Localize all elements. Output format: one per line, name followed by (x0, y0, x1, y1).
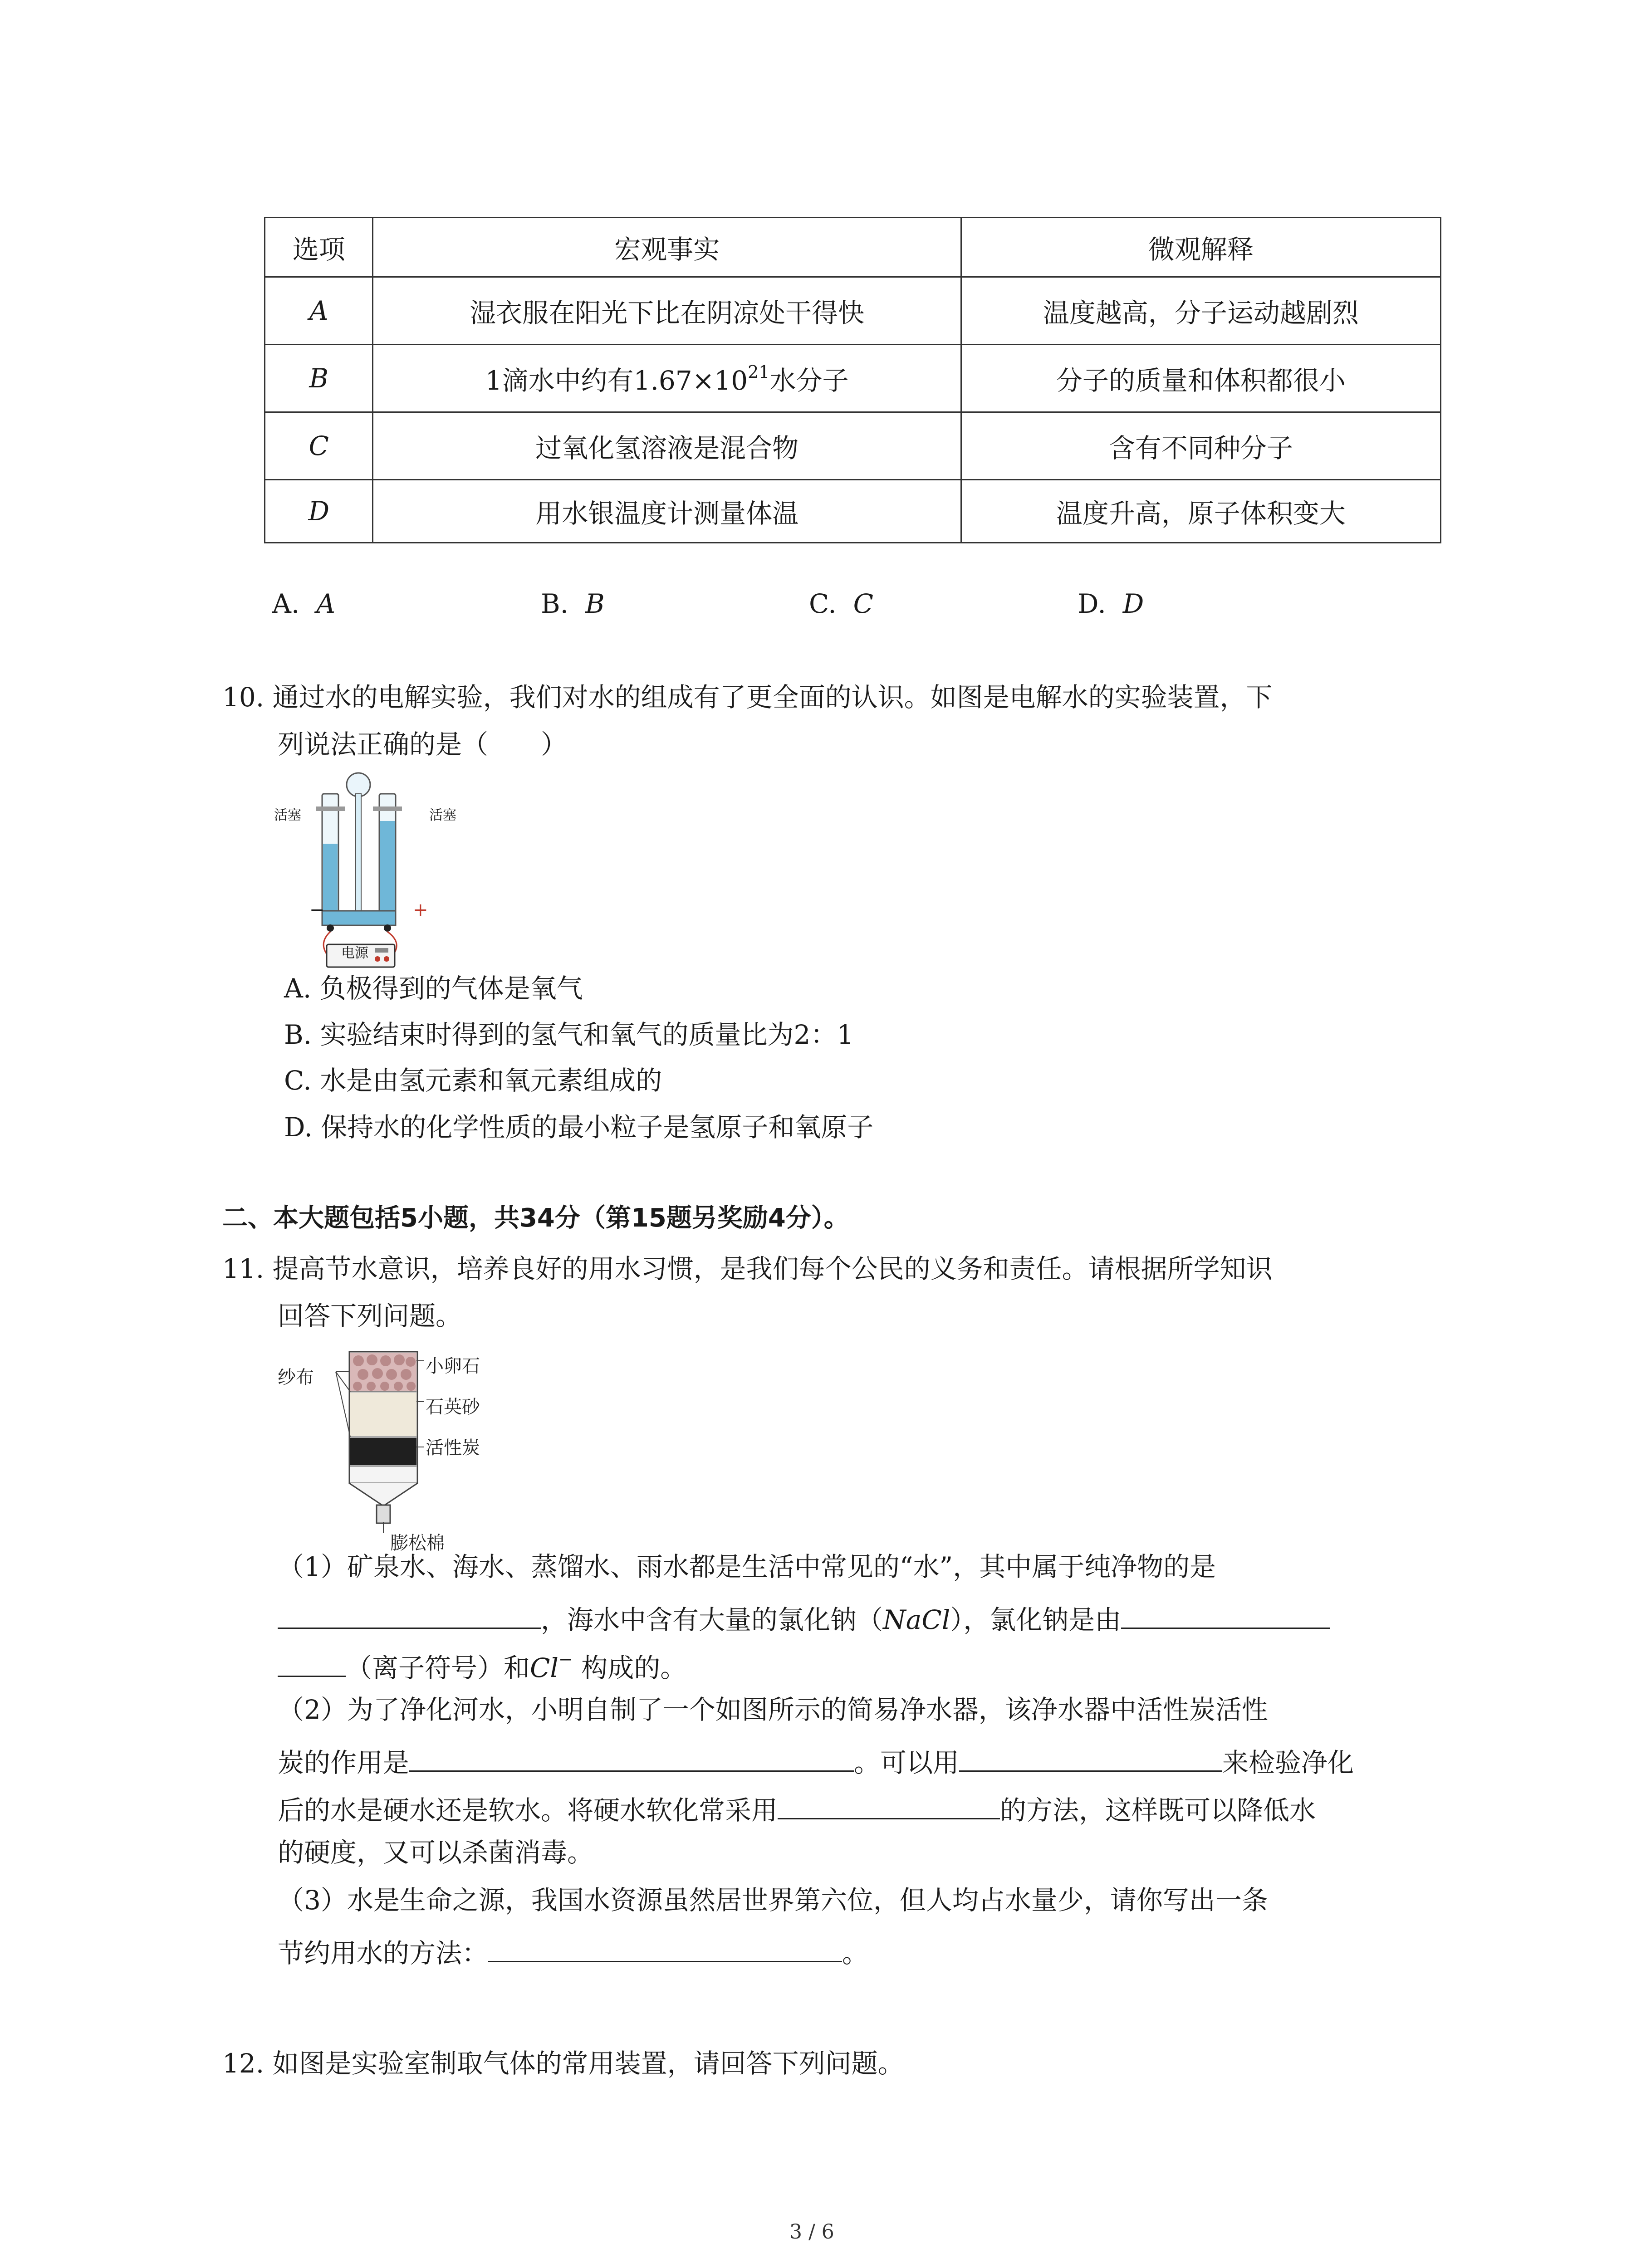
cotton-label: 膨松棉 (390, 1533, 445, 1554)
q10-option-d[interactable]: D. 保持水的化学性质的最小粒子是氢原子和氧原子 (284, 1112, 874, 1143)
answer-blank-pure-substance[interactable] (278, 1601, 541, 1629)
q9-option-a[interactable]: A. A (272, 588, 336, 619)
table-header-fact: 宏观事实 (373, 218, 961, 277)
q9-option-b[interactable]: B. B (541, 588, 605, 619)
q11-stem-line1: 11. 提高节水意识，培养良好的用水习惯，是我们每个公民的义务和责任。请根据所学知识 (222, 1253, 1273, 1284)
plus-sign: + (413, 899, 428, 920)
stopcock-left-label: 活塞 (274, 807, 301, 823)
pebble-label: 小卵石 (426, 1356, 480, 1377)
q12-stem: 12. 如图是实验室制取气体的常用装置，请回答下列问题。 (222, 2048, 904, 2079)
section-2-heading: 二、本大题包括5小题，共34分（第15题另奖励4分）。 (222, 1203, 849, 1233)
answer-blank-hardness-test[interactable] (959, 1744, 1222, 1772)
electrolysis-apparatus-figure (272, 767, 445, 968)
answer-blank-ion-continued[interactable] (278, 1649, 346, 1677)
answer-blank-ion-symbol[interactable] (1121, 1601, 1330, 1629)
q11-part1-line3: （离子符号）和Cl− 构成的。 (278, 1649, 686, 1681)
q11-part1-line1: （1）矿泉水、海水、蒸馏水、雨水都是生活中常见的“水”，其中属于纯净物的是 (278, 1551, 1216, 1582)
water-filter-figure (318, 1343, 436, 1538)
table-row: D 用水银温度计测量体温 温度升高，原子体积变大 (265, 480, 1441, 543)
answer-blank-softening-method[interactable] (778, 1792, 1000, 1819)
q11-part2-line3: 后的水是硬水还是软水。将硬水软化常采用 的方法，这样既可以降低水 (278, 1792, 1316, 1823)
q9-option-c[interactable]: C. C (809, 588, 874, 619)
minus-sign: − (309, 899, 325, 920)
q10-stem-line2: 列说法正确的是（ ） (278, 729, 568, 760)
q11-part2-line4: 的硬度，又可以杀菌消毒。 (278, 1837, 594, 1868)
table-header-explain: 微观解释 (961, 218, 1440, 277)
q11-part2-line2: 炭的作用是 。可以用 来检验净化 (278, 1744, 1354, 1776)
q11-stem-line2: 回答下列问题。 (278, 1300, 462, 1331)
page-number: 3 / 6 (789, 2220, 834, 2244)
stopcock-right-label: 活塞 (429, 807, 456, 823)
q11-part3-line1: （3）水是生命之源，我国水资源虽然居世界第六位，但人均占水量少，请你写出一条 (278, 1885, 1268, 1916)
q11-part2-line1: （2）为了净化河水，小明自制了一个如图所示的简易净水器，该净水器中活性炭活性 (278, 1694, 1268, 1725)
answer-blank-water-saving[interactable] (488, 1935, 842, 1962)
table-row: B 1滴水中约有$1.67\times 10^{21}$水分子 分子的质量和体积都很小 (265, 345, 1441, 412)
q10-option-a[interactable]: A. 负极得到的气体是氧气 (284, 973, 583, 1004)
q9-option-d[interactable]: D. D (1078, 588, 1144, 619)
q10-option-c[interactable]: C. 水是由氢元素和氧元素组成的 (284, 1065, 662, 1096)
table-row: A 湿衣服在阳光下比在阴凉处干得快 温度越高，分子运动越剧烈 (265, 277, 1441, 345)
q10-stem-line1: 10. 通过水的电解实验，我们对水的组成有了更全面的认识。如图是电解水的实验装置，下 (222, 682, 1273, 713)
table-header-option: 选项 (265, 218, 373, 277)
quartz-sand-label: 石英砂 (426, 1397, 480, 1418)
q11-part3-line2: 节约用水的方法： 。 (278, 1935, 868, 1966)
answer-blank-carbon-role[interactable] (409, 1744, 854, 1772)
power-supply-label: 电源 (341, 945, 368, 961)
gauze-label: 纱布 (278, 1367, 314, 1388)
activated-carbon-label: 活性炭 (426, 1437, 480, 1458)
table-row: C 过氧化氢溶液是混合物 含有不同种分子 (265, 412, 1441, 480)
q10-option-b[interactable]: B. 实验结束时得到的氢气和氧气的质量比为2：1 (284, 1019, 854, 1050)
facts-table (264, 217, 1441, 543)
q11-part1-line2: ，海水中含有大量的氯化钠（NaCl），氯化钠是由 (278, 1601, 1330, 1633)
